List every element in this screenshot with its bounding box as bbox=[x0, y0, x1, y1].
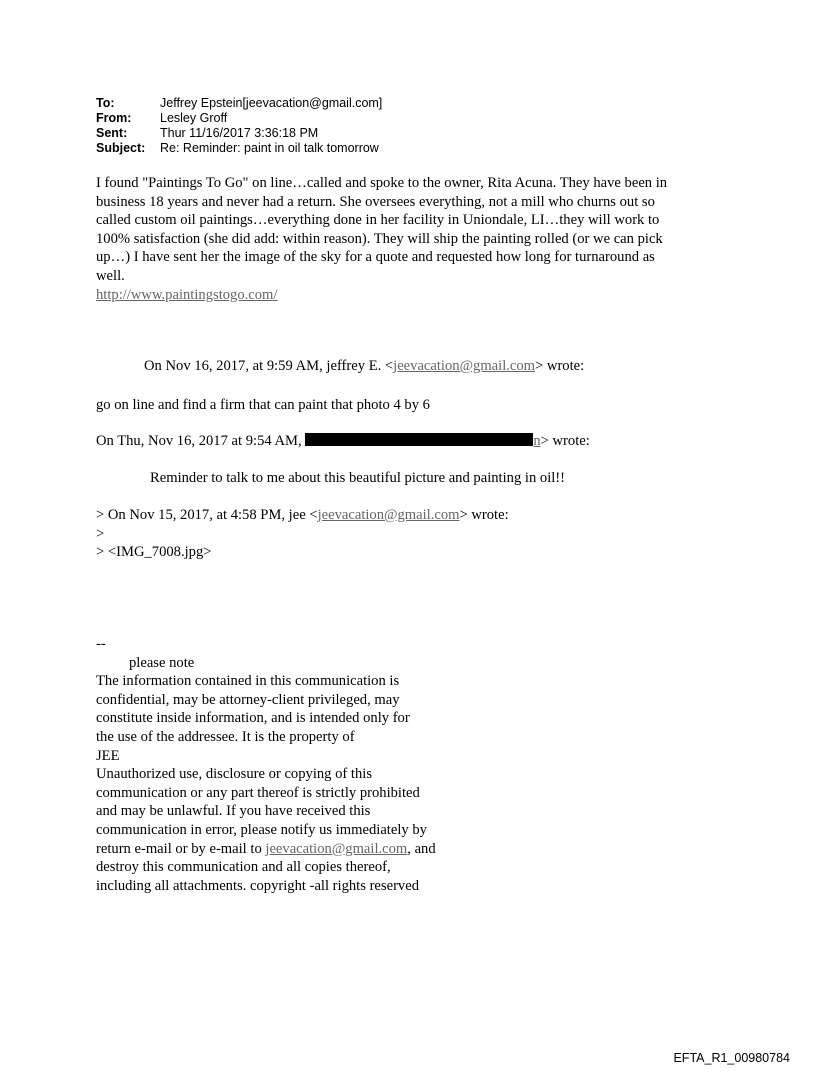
paintings-to-go-link[interactable]: http://www.paintingstogo.com/ bbox=[96, 286, 278, 303]
quote1-prefix: On Nov 16, 2017, at 9:59 AM, jeffrey E. < bbox=[144, 358, 394, 374]
reminder-line: Reminder to talk to me about this beautiful picture and painting in oil!! bbox=[150, 470, 566, 486]
body-line: well. bbox=[96, 268, 125, 284]
reply1-line: go on line and find a firm that can paint that photo 4 by 6 bbox=[96, 397, 430, 413]
signature-line: JEE bbox=[96, 747, 120, 764]
header-sent bbox=[96, 126, 382, 141]
to-label: To: bbox=[96, 96, 115, 110]
body-line: called custom oil paintings…everything done in her facility in Uniondale, LI…they will work to bbox=[96, 212, 660, 229]
sent-value: Thur 11/16/2017 3:36:18 PM bbox=[160, 126, 319, 140]
header-subject bbox=[96, 141, 382, 156]
from-label: From: bbox=[96, 111, 132, 125]
signature-line: confidential, may be attorney-client privileged, may bbox=[96, 691, 400, 708]
subject-value: Re: Reminder: paint in oil talk tomorrow bbox=[160, 141, 379, 155]
signature-email-suffix: , and bbox=[407, 840, 436, 857]
quote3-attachment: > <IMG_7008.jpg> bbox=[96, 544, 212, 561]
sent-label: Sent: bbox=[96, 126, 128, 140]
quote1-email-link[interactable]: jeevacation@gmail.com bbox=[393, 358, 536, 374]
quote2-email-tail: n bbox=[533, 433, 541, 449]
quote2-prefix: On Thu, Nov 16, 2017 at 9:54 AM, bbox=[96, 433, 302, 449]
signature-line: the use of the addressee. It is the property of bbox=[96, 729, 355, 745]
signature-line: constitute inside information, and is intended only for bbox=[96, 710, 410, 727]
subject-label: Subject: bbox=[96, 141, 146, 155]
signature-email-line bbox=[96, 840, 436, 859]
bates-stamp: EFTA_R1_00980784 bbox=[673, 1051, 790, 1065]
quote1-line bbox=[144, 357, 584, 376]
quote3-line2: > bbox=[96, 525, 105, 542]
signature-line: destroy this communication and all copies thereof, bbox=[96, 859, 391, 876]
header-from bbox=[96, 111, 382, 126]
signature-line: including all attachments. copyright -all rights reserved bbox=[96, 877, 419, 894]
signature-email-link[interactable]: jeevacation@gmail.com bbox=[265, 840, 408, 857]
quote1-suffix: > wrote: bbox=[535, 358, 585, 374]
signature-dashes: -- bbox=[96, 636, 106, 652]
quote3-line bbox=[96, 506, 509, 525]
quote2-line bbox=[96, 432, 590, 451]
signature-line: communication or any part thereof is strictly prohibited bbox=[96, 784, 420, 801]
body-link-line bbox=[96, 286, 277, 305]
signature-note: please note bbox=[129, 654, 195, 671]
body-line: up…) I have sent her the image of the sky for a quote and requested how long for turnaround as bbox=[96, 249, 655, 266]
signature-line: The information contained in this communication is bbox=[96, 673, 400, 690]
signature-email-prefix: return e-mail or by e-mail to bbox=[96, 840, 266, 857]
signature-line: and may be unlawful. If you have received this bbox=[96, 803, 371, 820]
body-line: 100% satisfaction (she did add: within reason). They will ship the painting rolled (or we can pick bbox=[96, 230, 663, 247]
signature-line: communication in error, please notify us immediately by bbox=[96, 822, 427, 838]
quote3-email-link[interactable]: jeevacation@gmail.com bbox=[317, 507, 460, 523]
quote2-suffix: > wrote: bbox=[540, 433, 590, 449]
body-line: business 18 years and never had a return. She oversees everything, not a mill who churns out so bbox=[96, 193, 655, 210]
signature-line: Unauthorized use, disclosure or copying of this bbox=[96, 766, 373, 783]
header-to bbox=[96, 96, 382, 111]
quote3-suffix: > wrote: bbox=[459, 507, 509, 523]
redaction-box bbox=[305, 433, 533, 446]
email-header bbox=[96, 96, 382, 156]
body-line: I found "Paintings To Go" on line…called and spoke to the owner, Rita Acuna. They have been in bbox=[96, 175, 668, 191]
to-value: Jeffrey Epstein[jeevacation@gmail.com] bbox=[160, 96, 383, 110]
from-value: Lesley Groff bbox=[160, 111, 228, 125]
quote3-prefix: > On Nov 15, 2017, at 4:58 PM, jee < bbox=[96, 507, 318, 523]
